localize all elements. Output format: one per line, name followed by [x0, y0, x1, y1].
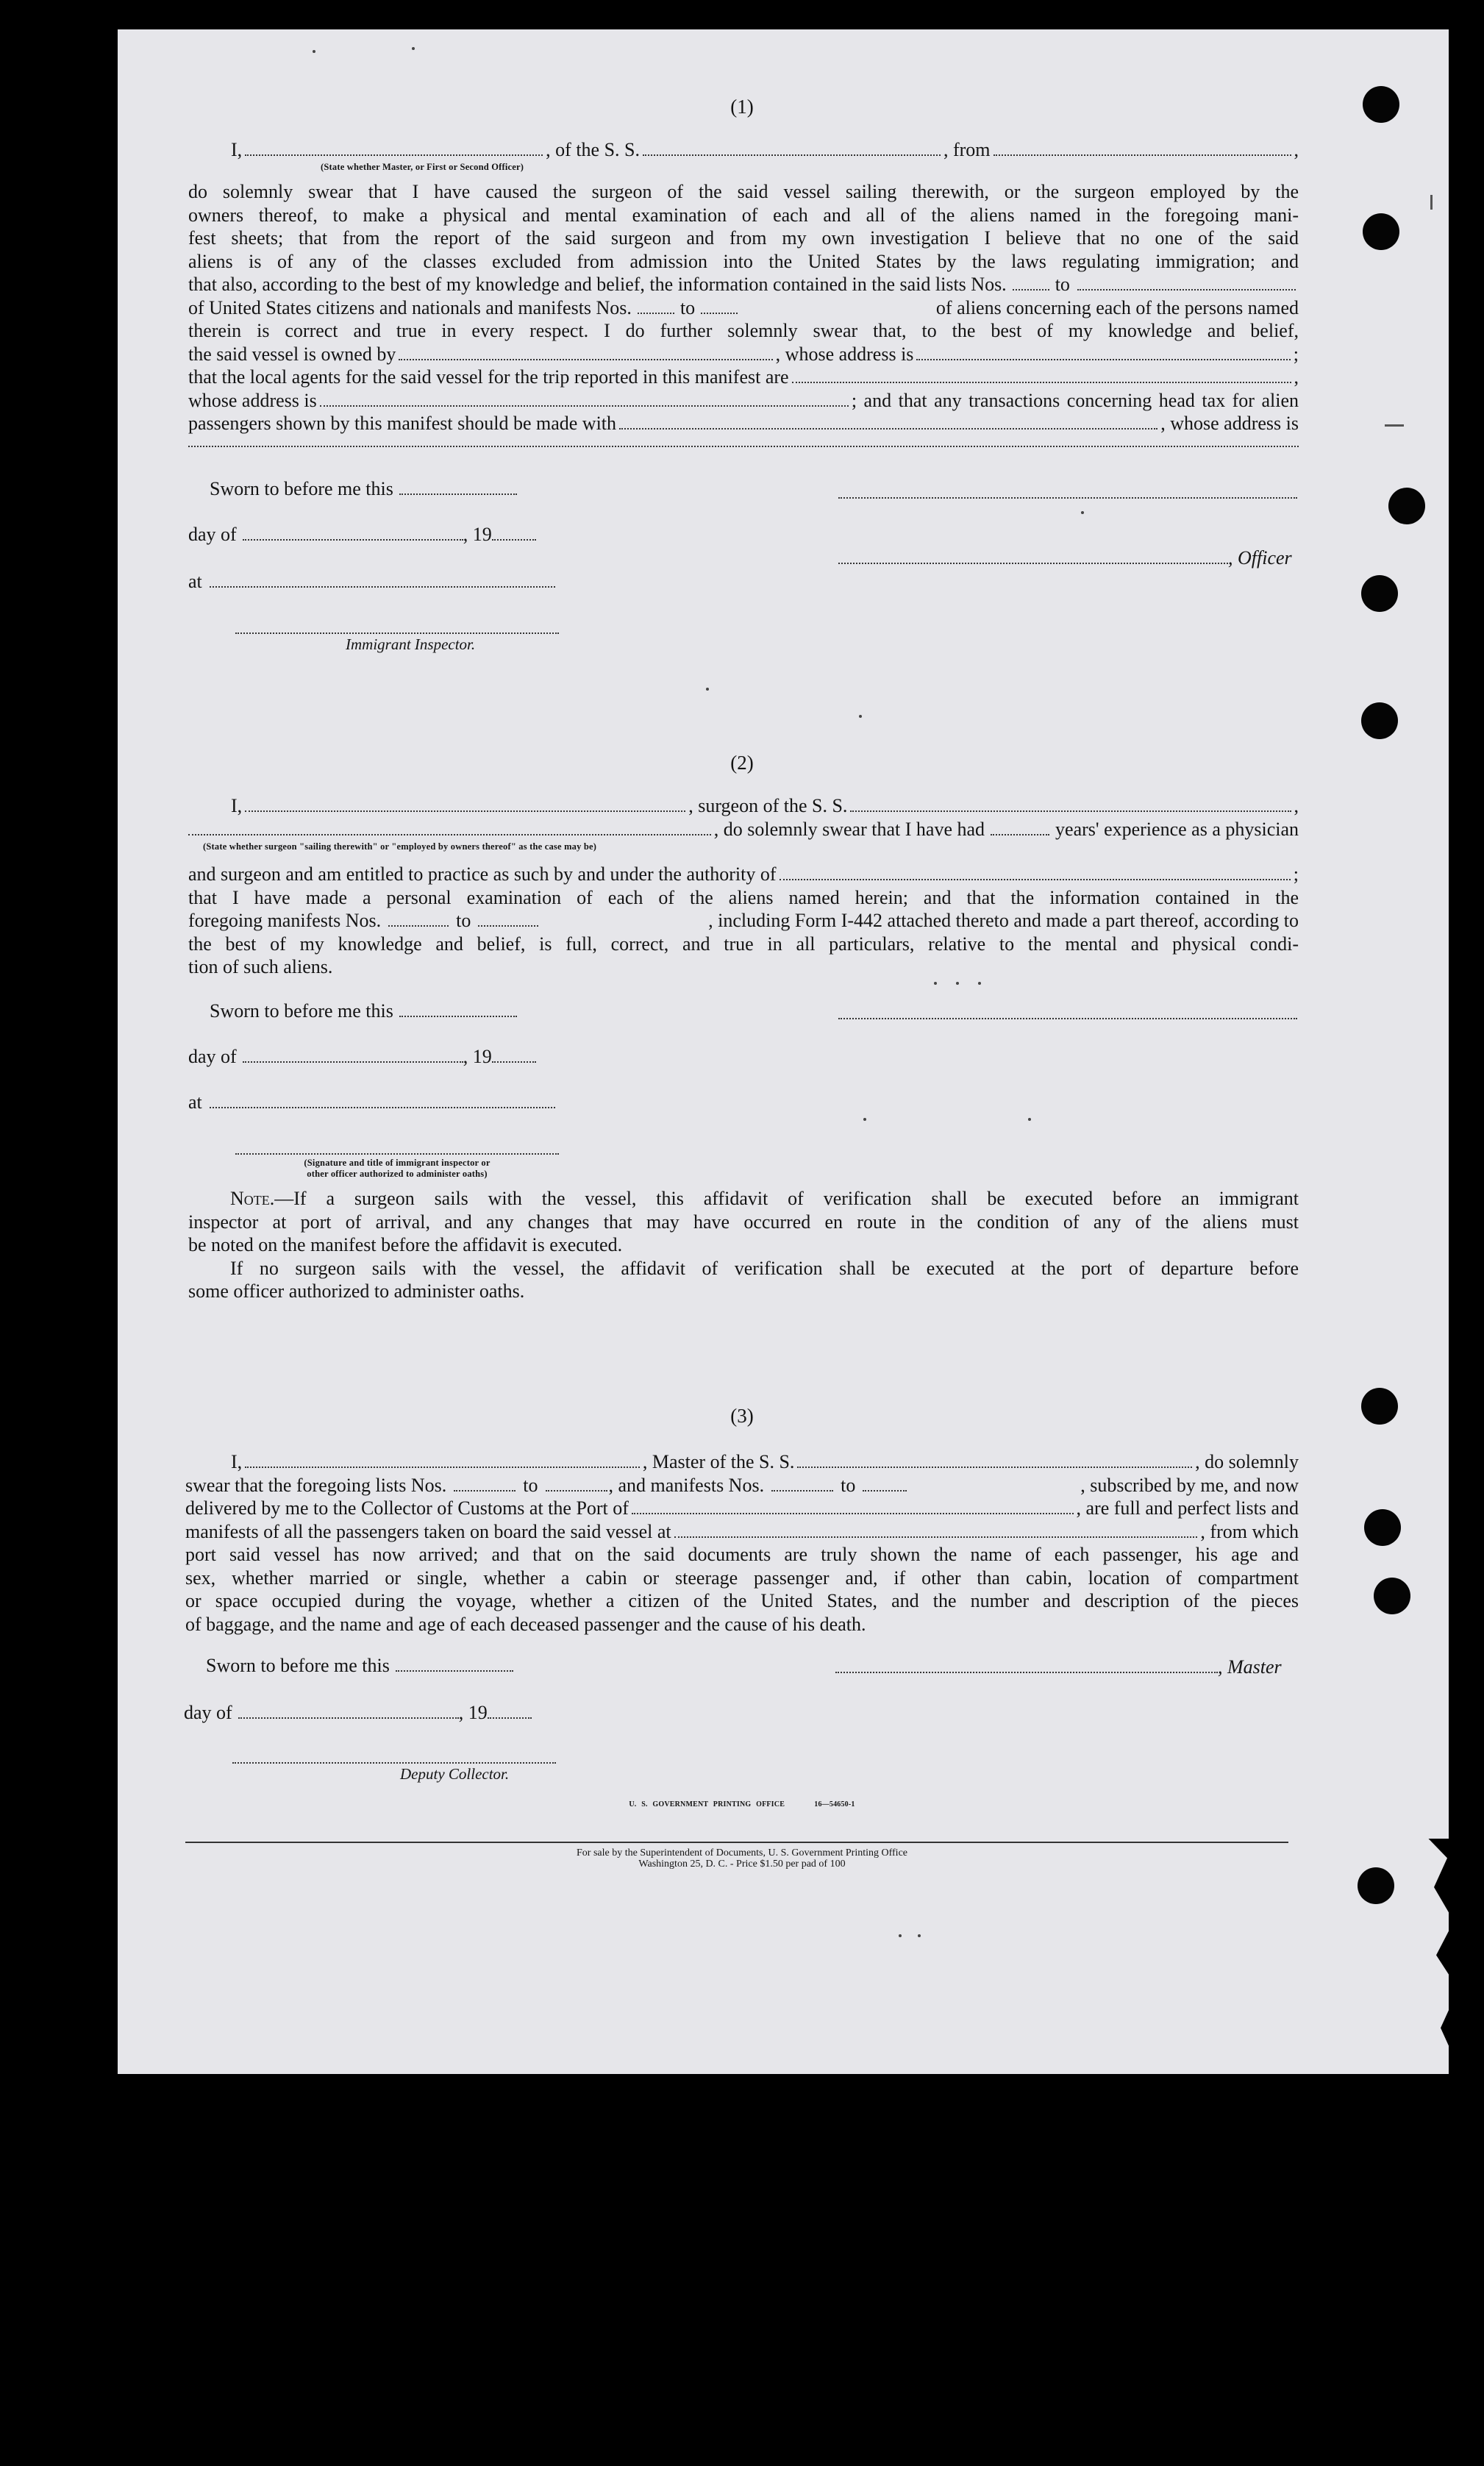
- para-line: aliens is of any of the classes excluded from admission into the United States by the laws regulating immigration; and: [188, 250, 1299, 272]
- margin-mark: [1430, 195, 1433, 210]
- no-surgeon-line: some officer authorized to administer oaths.: [188, 1280, 525, 1302]
- section-2-paragraph: I, , surgeon of the S. S. , , do solemnly swear that I have had years' experience as a physician (State whether surgeon "sailing therewith" or "employed by owners thereof" as the case may be) and surgeon and am entitled to practice as such by and under the authority of ; that I have made a personal examination of each of the aliens named herein; and that the information contained in the foregoing manifests Nos. to , including Form I-442 attached thereto and made a part thereof, according to the best of my knowledge and belief, is full, correct, and true in all particulars, relative to the mental and physical condi- tion of such aliens.: [188, 795, 1299, 977]
- sig-note-line: other officer authorized to administer oaths): [307, 1169, 488, 1179]
- year-field[interactable]: [492, 1057, 536, 1063]
- para-line: the best of my knowledge and belief, is full, correct, and true in all particulars, relative to the mental and physical condi-: [188, 933, 1299, 955]
- para-line: fest sheets; that from the report of the said surgeon and from my own investigation I believe that no one of the said: [188, 227, 1299, 249]
- day-of-label: day of: [188, 524, 237, 545]
- officer-label: , Officer: [1228, 547, 1292, 569]
- surgeon-status-field[interactable]: [188, 830, 711, 835]
- local-agents-label: that the local agents for the said vessel for the trip reported in this manifest are: [188, 366, 789, 388]
- master-name-field[interactable]: [245, 1462, 640, 1468]
- lists-to-field[interactable]: [1077, 285, 1296, 291]
- scan-speck: [899, 1934, 902, 1937]
- head-tax-contact-field[interactable]: [619, 424, 1157, 430]
- at-label: at: [188, 1091, 202, 1113]
- surgeon-status-note: (State whether surgeon "sailing therewith" or "employed by owners thereof" as the case may be): [203, 841, 597, 852]
- section-3-paragraph: [185, 1450, 1299, 1636]
- punch-hole: [1364, 1509, 1401, 1546]
- s1-at-row: [188, 571, 555, 593]
- scan-speck: [313, 50, 315, 53]
- inspector-signature-line[interactable]: [235, 632, 559, 634]
- owner-field[interactable]: [399, 354, 772, 360]
- sworn-label: Sworn to before me this: [210, 1000, 393, 1022]
- to-label: to: [841, 1474, 856, 1496]
- head-tax-text: ; and that any transactions concerning head tax for alien: [851, 389, 1299, 411]
- manifests-of-all-text: manifests of all the passengers taken on board the said vessel at: [185, 1520, 671, 1542]
- para-line: tion of such aliens.: [188, 956, 333, 977]
- and-manifests-text: , and manifests Nos.: [608, 1474, 765, 1496]
- sworn-day-field[interactable]: [399, 1011, 517, 1017]
- manifests-text: foregoing manifests Nos.: [188, 910, 382, 931]
- punch-hole: [1363, 213, 1399, 250]
- immigrant-inspector-label: Immigrant Inspector.: [346, 635, 476, 653]
- scan-speck: [1081, 511, 1084, 514]
- scan-speck: [706, 688, 709, 691]
- scan-speck: [863, 1118, 866, 1121]
- authority-field[interactable]: [780, 874, 1291, 880]
- passengers-text: passengers shown by this manifest should be made with: [188, 413, 617, 434]
- s2-signature-line[interactable]: [235, 1153, 559, 1155]
- note-line: be noted on the manifest before the affidavit is executed.: [188, 1234, 623, 1255]
- local-agents-field[interactable]: [792, 377, 1291, 383]
- punch-hole: [1374, 1578, 1410, 1614]
- manifest-to-field[interactable]: [701, 308, 738, 314]
- place-field[interactable]: [210, 1102, 555, 1108]
- no-surgeon-line: If no surgeon sails with the vessel, the affidavit of verification shall be executed at the port of departure before: [230, 1257, 1299, 1279]
- printing-office-note: U. S. GOVERNMENT PRINTING OFFICE 16—54650-1: [629, 1800, 855, 1808]
- year-field[interactable]: [492, 535, 536, 541]
- surgeon-vessel-field[interactable]: [850, 806, 1291, 812]
- master-signature-field[interactable]: [835, 1667, 1218, 1673]
- s2-day-row: [188, 1046, 536, 1068]
- margin-mark: [1385, 424, 1404, 427]
- note-line: [188, 1187, 1299, 1211]
- years-text: years' experience as a physician: [1055, 818, 1299, 840]
- section-1-paragraph: do solemnly swear that I have caused the surgeon of the said vessel sailing therewith, or the surgeon employed by the owners thereof, to make a physical and mental examination of each and all of the aliens named in the foregoing mani- fest sheets; that from the report of the said surgeon and from my own investigation I believe that no one of the said aliens is of any of the classes excluded from admission into the United States by the laws regulating immigration; and that also, according to the best of my knowledge and belief, the information contained in the said lists Nos. to of United States citizens and nationals and manifests Nos. to of aliens concerning each of the persons named therein is correct and true in every respect. I do further solemnly swear that, to the best of my knowledge and belief, the said vessel is owned by , whose address is ; that the local agents for the said vessel for the trip reported in this manifest are , whose address is ; and that any transactions concerning head tax for alien passengers shown by this manifest should be made with , whose address is: [188, 180, 1299, 447]
- manifest-from-field[interactable]: [638, 308, 674, 314]
- punch-hole: [1361, 702, 1398, 739]
- s3-sworn-row: [206, 1655, 513, 1677]
- sale-line: Washington 25, D. C. - Price $1.50 per pad of 100: [638, 1859, 846, 1870]
- lists-nos-text: that also, according to the best of my knowledge and belief, the information contained in the said lists Nos.: [188, 274, 1007, 295]
- s1-day-row: [188, 524, 536, 546]
- place-field[interactable]: [210, 582, 555, 588]
- do-solemnly-text: , do solemnly: [1195, 1451, 1299, 1472]
- i-label: I,: [231, 139, 243, 160]
- month-field[interactable]: [238, 1713, 459, 1719]
- para-line: sex, whether married or single, whether a cabin or steerage passenger and, if other than cabin, location of compartment: [185, 1567, 1299, 1589]
- officer-signature-line-1[interactable]: [838, 497, 1297, 499]
- s1-sworn-row: [210, 478, 517, 500]
- scan-speck: [978, 982, 981, 985]
- agent-address-label: whose address is: [188, 389, 317, 411]
- authority-text: and surgeon and am entitled to practice as such by and under the authority of: [188, 863, 777, 885]
- of-ss-label: , of the S. S.: [546, 139, 640, 160]
- i-label: I,: [231, 1451, 243, 1472]
- footer-rule: [185, 1842, 1288, 1843]
- year-prefix: , 19: [458, 1702, 488, 1723]
- lists-from-field[interactable]: [454, 1486, 516, 1492]
- day-of-label: day of: [184, 1702, 232, 1723]
- section-2-number: (2): [730, 752, 754, 774]
- from-port-field[interactable]: [994, 150, 1291, 156]
- manifests-to-field[interactable]: [863, 1486, 907, 1492]
- aliens-concerning-text: of aliens concerning each of the persons named: [935, 296, 1299, 318]
- owned-by-label: the said vessel is owned by: [188, 343, 396, 365]
- embarkation-port-field[interactable]: [674, 1532, 1198, 1538]
- port-field[interactable]: [632, 1508, 1074, 1514]
- officer-signature-field[interactable]: [838, 558, 1228, 564]
- scan-speck: [1028, 1118, 1031, 1121]
- sworn-day-field[interactable]: [396, 1666, 513, 1672]
- swear-lists-text: swear that the foregoing lists Nos.: [185, 1474, 447, 1496]
- i-label: I,: [231, 795, 243, 816]
- sig-note-line: (Signature and title of immigrant inspector or: [304, 1158, 490, 1168]
- head-tax-address-field[interactable]: [188, 435, 1299, 447]
- signature-title-note: [235, 1158, 559, 1180]
- s2-at-row: [188, 1091, 555, 1113]
- sworn-label: Sworn to before me this: [206, 1655, 390, 1676]
- master-of-label: , Master of the S. S.: [642, 1451, 795, 1472]
- to-label: to: [456, 910, 471, 931]
- manifest-from-field[interactable]: [388, 921, 449, 927]
- note-text: —If a surgeon sails with the vessel, this affidavit of verification shall be executed before an immigrant: [274, 1188, 1299, 1209]
- sworn-label: Sworn to before me this: [210, 478, 393, 499]
- para-line: or space occupied during the voyage, whether a citizen of the United States, and the number and description of the pieces: [185, 1590, 1299, 1611]
- to-label: to: [679, 296, 696, 318]
- whose-address-label: , whose address is: [775, 343, 914, 365]
- section-1-header-line: I, , of the S. S. , from ,: [231, 139, 1299, 160]
- from-which-text: , from which: [1200, 1520, 1299, 1542]
- para-line: of baggage, and the name and age of each deceased passenger and the cause of his death.: [185, 1613, 866, 1635]
- para-line: that I have made a personal examination of each of the aliens named herein; and that the information contained in the: [188, 886, 1299, 908]
- officer-name-field[interactable]: [245, 150, 543, 156]
- note-paragraph: [188, 1187, 1299, 1303]
- month-field[interactable]: [243, 535, 463, 541]
- state-master-note: (State whether Master, or First or Second Officer): [321, 162, 524, 172]
- scan-speck: [918, 1934, 921, 1937]
- para-line: do solemnly swear that I have caused the surgeon of the said vessel sailing therewith, or the surgeon employed by the: [188, 181, 1299, 202]
- manifests-from-field[interactable]: [771, 1486, 833, 1492]
- deputy-signature-line[interactable]: [232, 1762, 556, 1764]
- agent-address-field[interactable]: [320, 401, 849, 407]
- surgeon-signature-line[interactable]: [838, 1018, 1297, 1019]
- punch-hole: [1388, 488, 1425, 524]
- scan-speck: [956, 982, 959, 985]
- scan-speck: [412, 47, 415, 50]
- note-label: Note.: [230, 1188, 275, 1209]
- year-field[interactable]: [488, 1713, 532, 1719]
- year-prefix: , 19: [463, 1046, 492, 1067]
- day-of-label: day of: [188, 1046, 237, 1067]
- punch-hole: [1358, 1867, 1394, 1904]
- vessel-name-field[interactable]: [643, 150, 941, 156]
- owner-address-field[interactable]: [916, 354, 1290, 360]
- scan-speck: [859, 715, 862, 718]
- section-1-number: (1): [730, 96, 754, 118]
- sworn-day-field[interactable]: [399, 489, 517, 495]
- from-label: , from: [943, 139, 991, 160]
- s3-day-row: [184, 1702, 532, 1724]
- at-label: at: [188, 571, 202, 592]
- delivered-text: delivered by me to the Collector of Customs at the Port of: [185, 1497, 629, 1519]
- year-prefix: , 19: [463, 524, 492, 545]
- full-perfect-text: , are full and perfect lists and: [1076, 1497, 1299, 1519]
- manifest-to-field[interactable]: [478, 921, 538, 927]
- master-signature-row: [835, 1656, 1282, 1678]
- whose-address-label: , whose address is: [1160, 413, 1299, 434]
- master-label: , Master: [1218, 1656, 1282, 1678]
- scan-speck: [934, 982, 937, 985]
- para-line: therein is correct and true in every respect. I do further solemnly swear that, to the best of my knowledge and belief,: [188, 320, 1299, 341]
- lists-to-field[interactable]: [546, 1486, 607, 1492]
- punch-hole: [1361, 575, 1398, 612]
- solemnly-text: , do solemnly swear that I have had: [713, 818, 985, 840]
- years-field[interactable]: [991, 830, 1049, 835]
- to-label: to: [1055, 274, 1070, 295]
- s2-sworn-row: [210, 1000, 517, 1022]
- officer-row: [838, 547, 1292, 569]
- para-line: port said vessel has now arrived; and that on the said documents are truly shown the name of each passenger, his age and: [185, 1544, 1299, 1565]
- to-label: to: [523, 1474, 538, 1496]
- month-field[interactable]: [243, 1057, 463, 1063]
- surgeon-name-field[interactable]: [245, 806, 685, 812]
- sale-note: [0, 1847, 1484, 1870]
- subscribed-text: , subscribed by me, and now: [1080, 1474, 1299, 1496]
- citizens-text: of United States citizens and nationals and manifests Nos.: [188, 296, 632, 318]
- surgeon-of-label: , surgeon of the S. S.: [688, 795, 848, 816]
- para-line: owners thereof, to make a physical and mental examination of each and all of the aliens named in the foregoing mani-: [188, 204, 1299, 226]
- deputy-collector-label: Deputy Collector.: [400, 1765, 510, 1783]
- lists-from-field[interactable]: [1013, 285, 1049, 291]
- form-i442-text: , including Form I-442 attached thereto and made a part thereof, according to: [708, 910, 1299, 931]
- note-line: inspector at port of arrival, and any changes that may have occurred en route in the condition of any of the aliens must: [188, 1211, 1299, 1233]
- section-3-number: (3): [730, 1405, 754, 1427]
- sale-line: For sale by the Superintendent of Documents, U. S. Government Printing Office: [577, 1847, 907, 1859]
- s3-vessel-field[interactable]: [797, 1462, 1192, 1468]
